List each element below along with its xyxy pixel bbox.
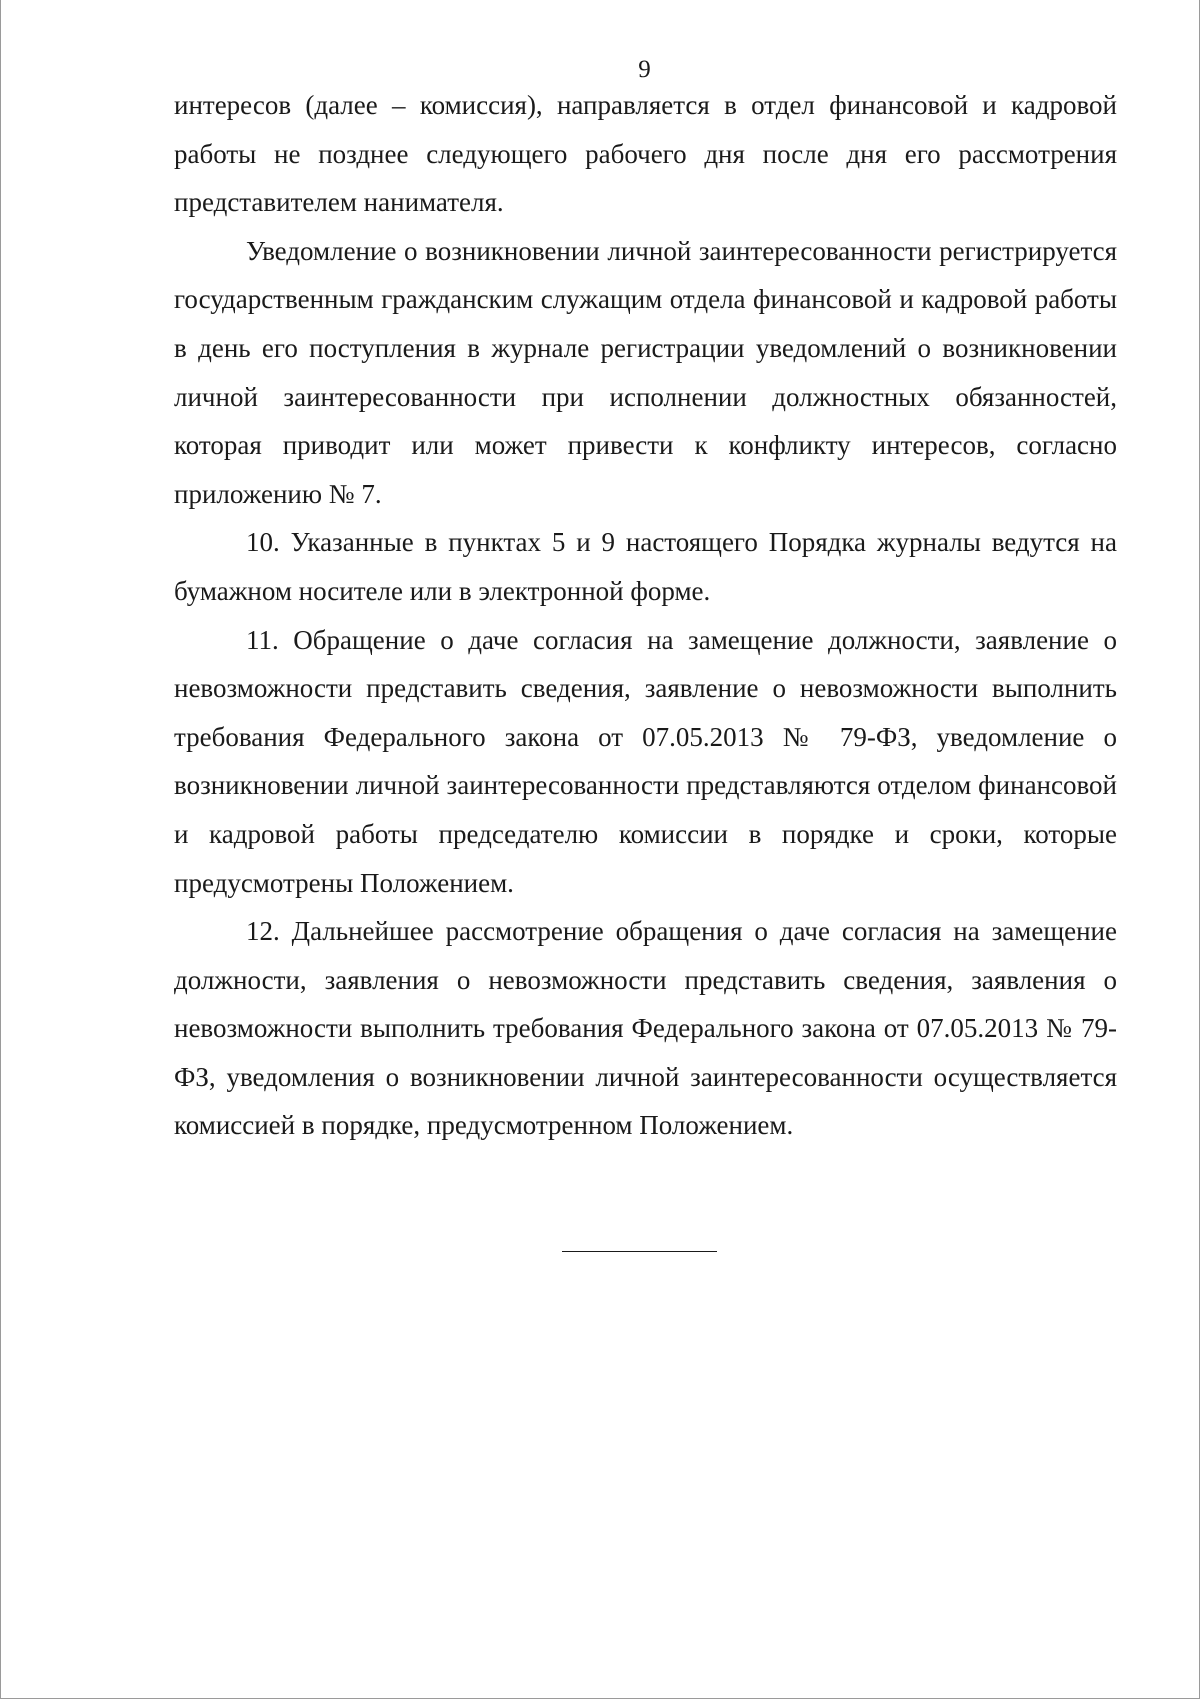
page-number: 9 [638,56,651,83]
paragraph-item-10: 10. Указанные в пунктах 5 и 9 настоящего Порядка журналы ведутся на бумажном носителе или в электронной форме. [174,527,1117,606]
end-of-text-rule [562,1251,717,1252]
paragraph-item-12: 12. Дальнейшее рассмотрение обращения о даче согласия на замещение должности, заявления о невозможности представить сведения, заявления о невозможности выполнить требования Федерального закона от 07.05.2013 № 79-ФЗ, уведомления о возникновении личной заинтересованности осуществляется комиссией в порядке, предусмотренном Положением. [174,916,1117,1141]
paragraph-item-11: 11. Обращение о даче согласия на замещение должности, заявление о невозможности представить сведения, заявление о невозможности выполнить требования Федерального закона от 07.05.2013 № 79-ФЗ, уведомление о возникновении личной заинтересованности представляются отделом финансовой и кадровой работы председателю комиссии в порядке и сроки, которые предусмотрены Положением. [174,624,1117,898]
document-body [174,81,1117,1150]
paragraph-continuation: интересов (далее – комиссия), направляется в отдел финансовой и кадровой работы не позднее следующего рабочего дня после дня его рассмотрения представителем нанимателя. [174,90,1117,218]
paragraph-notification-registration: Уведомление о возникновении личной заинтересованности регистрируется государственным гражданским служащим отдела финансовой и кадровой работы в день его поступления в журнале регистрации уведомлений о возникновении личной заинтересованности при исполнении должностных обязанностей, которая приводит или может привести к конфликту интересов, согласно приложению № 7. [174,235,1117,509]
